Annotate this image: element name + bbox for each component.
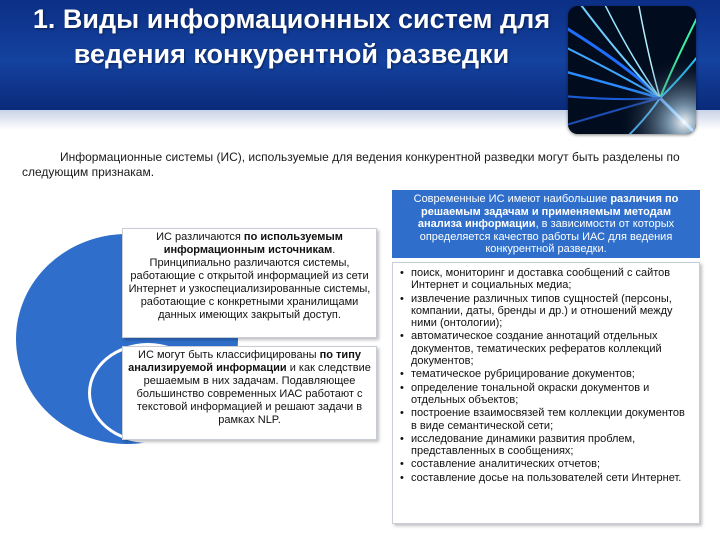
list-item (399, 472, 693, 484)
light-streaks-icon (568, 6, 696, 134)
source-criterion-box (122, 228, 377, 338)
list-item (399, 382, 693, 407)
list-item (399, 407, 693, 432)
bullet-icon: • (400, 458, 404, 471)
bullet-icon: • (400, 407, 404, 420)
list-item-text: извлечение различных типов сущностей (персоны, компании, даты, бренды и др.) и отношений между ними (онтологии); (411, 292, 673, 330)
bullet-icon: • (400, 471, 404, 484)
tasks-panel-header (392, 190, 700, 258)
header-text-post: , в зависимости от которых определяется качество работы ИАС для ведения конкурентной разведки. (419, 218, 675, 256)
bullet-icon: • (400, 292, 404, 305)
bullet-icon: • (400, 368, 404, 381)
list-item (399, 293, 693, 330)
list-item (399, 267, 693, 292)
list-item (399, 330, 693, 367)
tasks-panel (392, 262, 700, 524)
intro-text: Информационные системы (ИС), используемые для ведения конкурентной разведки могут быть разделены по следующим признакам. (22, 150, 680, 179)
list-item-text: автоматическое создание аннотаций отдельных документов, тематических рефератов коллекций документов; (411, 330, 662, 368)
info-type-criterion-box (122, 346, 377, 440)
list-item-text: построение взаимосвязей тем коллекции документов в виде семантической сети; (411, 407, 685, 432)
list-item (399, 368, 693, 380)
tasks-list (399, 267, 693, 484)
bullet-icon: • (400, 330, 404, 343)
box-text-pre: ИС различаются (156, 231, 244, 243)
box-text-post: . Принципиально различаются системы, работающие с открытой информацией из сети Интернет и узкоспециализированные системы, работающие с конкретными хранилищами данных имеющих закрытый доступ. (128, 244, 371, 321)
list-item (399, 433, 693, 458)
list-item-text: составление аналитических отчетов; (411, 458, 601, 471)
slide-title: 1. Виды информационных систем для ведения конкурентной разведки (32, 4, 551, 69)
list-item-text: исследование динамики развития проблем, представленных в сообщениях; (411, 432, 636, 458)
box-text-pre: ИС могут быть классифицированы (138, 349, 320, 361)
bullet-icon: • (400, 432, 404, 445)
list-item (399, 458, 693, 470)
box-text-bold: по используемым информационным источникам (163, 231, 343, 256)
light-streaks-image (568, 6, 696, 134)
list-item-text: поиск, мониторинг и доставка сообщений с сайтов Интернет и социальных медиа; (411, 267, 671, 292)
list-item-text: составление досье на пользователей сети Интернет. (411, 471, 682, 484)
box-text-bold: по типу анализируемой информации (128, 349, 361, 374)
bullet-icon: • (400, 381, 404, 394)
box-text-post: и как следствие решаемым в них задачам. Подавляющее большинство современных ИАС работают с текстовой информацией и решают задачи в рамках NLP. (136, 362, 371, 426)
header-text-bold: различия по решаемым задачам и применяемым методам анализа информации (417, 193, 679, 231)
bullet-icon: • (400, 267, 404, 279)
header-text-pre: Современные ИС имеют наибольшие (413, 193, 611, 205)
list-item-text: тематическое рубрицирование документов; (411, 368, 635, 381)
list-item-text: определение тональной окраски документов и отдельных объектов; (411, 381, 650, 406)
